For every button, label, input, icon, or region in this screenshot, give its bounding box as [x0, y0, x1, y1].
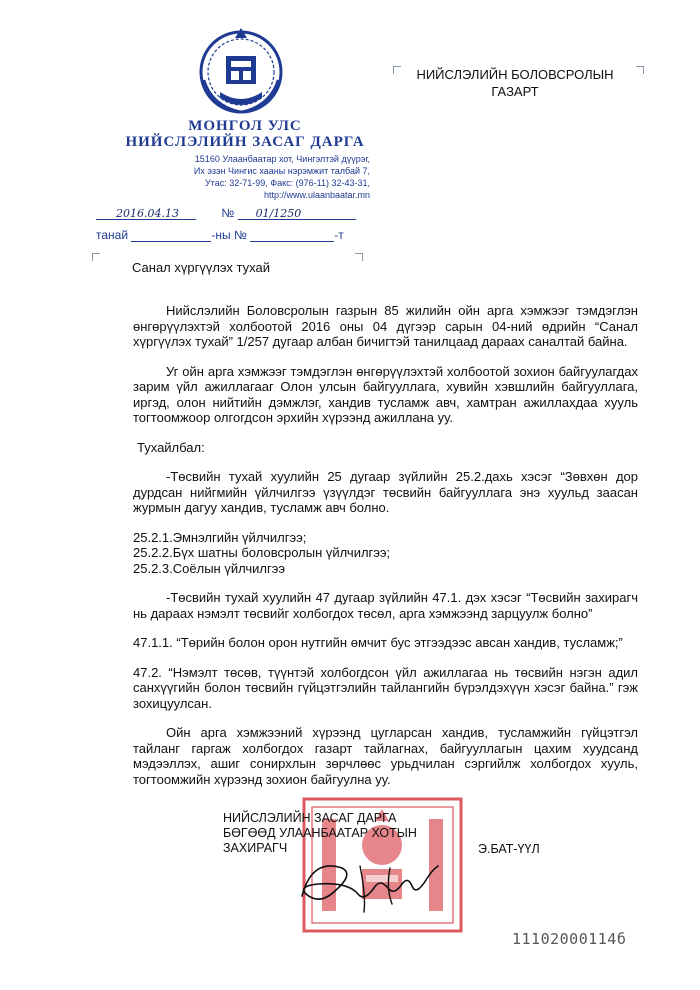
recipient-corner-mark: [636, 66, 644, 74]
reference-row-incoming: [96, 228, 344, 242]
reference-yours-prefix: танай: [96, 228, 129, 242]
reference-row-outgoing: [96, 206, 356, 220]
body-paragraph: 47.2. “Нэмэлт төсөв, түүнтэй холбогдсон үйл ажиллагаа нь төсвийн нэгэн адил санхүүгийн болон төсвийн гүйцэтгэлийн тайлангийн бүрэлдэхүүн хэсэг байна.” гэж зохицуулсан.: [133, 664, 638, 711]
body-paragraph: Ойн арга хэмжээний хүрээнд цугларсан хандив, тусламжийн гүйцэтгэл тайланг гаргаж холбогдох газарт тайлагнах, байгууллагын цахим хуудсанд мэдээллэх, ашиг сонирхлын зөрчлөөс урьдчилан сэргийлж холбогдох хууль, тогтоомжийн хүрээнд зохион байгуулна уу.: [133, 725, 638, 787]
subject-corner-mark: [355, 253, 363, 261]
reference-yours-mid: -ны №: [211, 228, 247, 242]
address-line: Их эзэн Чингис хааны нэрэмжит талбай 7,: [193, 166, 370, 176]
body-list-item: 25.2.1.Эмнэлгийн үйлчилгээ;: [133, 529, 307, 545]
signatory-title-line: БӨГӨӨД УЛААНБААТАР ХОТЫН: [223, 826, 417, 840]
body-paragraph: 47.1.1. “Төрийн болон орон нутгийн өмчит бус этгээдээс авсан хандив, тусламж;”: [133, 635, 623, 650]
recipient-corner-mark: [393, 66, 401, 74]
org-line-governor: НИЙСЛЭЛИЙН ЗАСАГ ДАРГА: [125, 134, 365, 150]
reference-number: 01/1250: [255, 207, 302, 220]
recipient-block: [405, 66, 625, 100]
signatory-name: Э.БАТ-ҮҮЛ: [478, 842, 540, 856]
letterhead-address: [100, 153, 370, 201]
body-list-item: 25.2.2.Бүх шатны боловсролын үйлчилгээ;: [133, 545, 391, 560]
body-paragraph: -Төсвийн тухай хуулийн 25 дугаар зүйлийн 25.2.дахь хэсэг “Зөвхөн дор дурдсан нийгмийн үйлчилгээ үзүүлдэг төсвийн байгууллага энэ хуульд заасан журмын дагуу хандив, тусламж авч болно.: [133, 469, 638, 515]
handwritten-signature-icon: [290, 848, 460, 923]
body-list-item: 25.2.3.Соёлын үйлчилгээ: [133, 560, 286, 576]
reference-yours-suffix: -т: [334, 228, 344, 242]
address-website: http://www.ulaanbaatar.mn: [263, 190, 370, 200]
body-paragraph: Уг ойн арга хэмжээг тэмдэглэн өнгөрүүлэхтэй холбоотой зохион байгуулагдах зарим үйл ажиллагааг Олон улсын байгууллага, хувийн хэвшлийн байгууллага, иргэд, олон нийтийн дэмжлэг, хандив тусламж авч, хамтран ажиллахдаа хууль тогтоомжоор олгогдсон эрхийн хүрээнд ажиллана уу.: [133, 363, 638, 425]
letter-body: [133, 303, 638, 801]
reference-no-label: №: [221, 206, 235, 220]
body-paragraph: Нийслэлийн Боловсролын газрын 85 жилийн ойн арга хэмжээг тэмдэглэн өнгөрүүлэхтэй холбоотой 2016 оны 04 дүгээр сарын 04-ний өдрийн “Санал хүргүүлэх тухай” 1/257 дугаар албан бичигтэй танилцаад дараах саналтай байна.: [133, 303, 638, 349]
recipient-line: ГАЗАРТ: [491, 84, 539, 99]
subject-line: Санал хүргүүлэх тухай: [132, 260, 270, 275]
signatory-title-line: ЗАХИРАГЧ: [223, 841, 288, 855]
reference-date: 2016.04.13: [116, 207, 179, 220]
body-paragraph: Тухайлбал:: [137, 439, 205, 455]
recipient-line: НИЙСЛЭЛИЙН БОЛОВСРОЛЫН: [416, 67, 614, 82]
body-paragraph: -Төсвийн тухай хуулийн 47 дугаар зүйлийн 47.1. дэх хэсэг “Төсвийн захирагч нь дараах нэмэлт төсвийг холбогдох төсөл, арга хэмжээнд зарцуулж болно”: [133, 590, 638, 621]
serial-number: 11102000114б: [512, 930, 627, 948]
org-line-country: МОНГОЛ УЛС: [188, 118, 302, 134]
subject-corner-mark: [92, 253, 100, 261]
address-line: Утас: 32-71-99, Факс: (976-11) 32-43-31,: [204, 178, 370, 188]
signatory-title-line: НИЙСЛЭЛИЙН ЗАСАГ ДАРГА: [223, 811, 397, 825]
state-emblem-icon: [190, 22, 292, 118]
address-line: 15160 Улаанбаатар хот, Чингэлтэй дүүрэг,: [194, 154, 370, 164]
